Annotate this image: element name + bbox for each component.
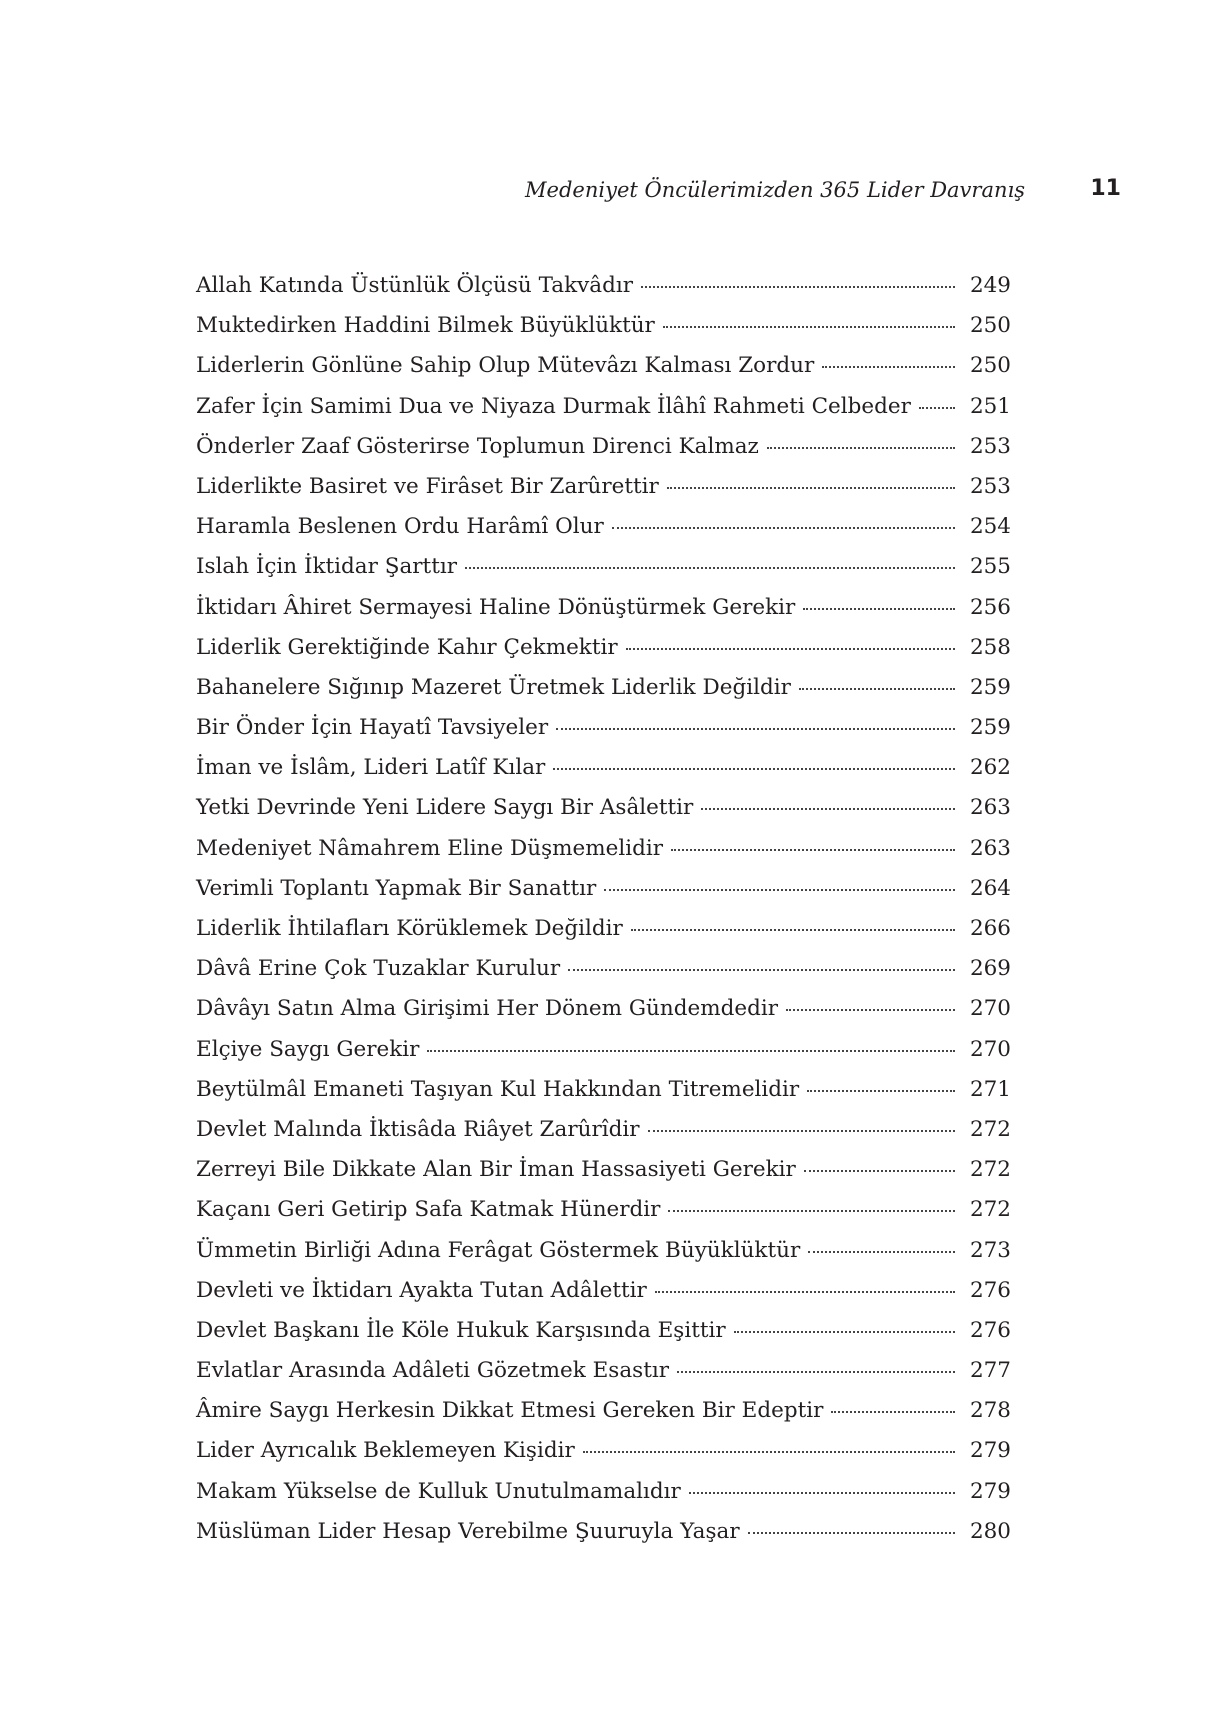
dot-leader — [556, 726, 955, 730]
toc-entry — [196, 1355, 1011, 1395]
toc-entry-title: Liderlerin Gönlüne Sahip Olup Mütevâzı Kalması Zordur — [196, 353, 815, 379]
toc-entry — [196, 471, 1011, 511]
dot-leader — [808, 1249, 955, 1253]
toc-entry — [196, 792, 1011, 832]
toc-entry-page: 279 — [969, 1478, 1011, 1504]
toc-entry-title: Zerreyi Bile Dikkate Alan Bir İman Hassasiyeti Gerekir — [196, 1157, 796, 1183]
toc-entry-title: Bahanelere Sığınıp Mazeret Üretmek Liderlik Değildir — [196, 674, 791, 700]
toc-entry-page: 272 — [969, 1197, 1011, 1223]
dot-leader — [604, 887, 955, 891]
toc-entry-page: 271 — [969, 1076, 1011, 1102]
dot-leader — [626, 646, 955, 650]
toc-entry — [196, 712, 1011, 752]
running-title: Medeniyet Öncülerimizden 365 Lider Davranış — [525, 178, 1025, 202]
toc-entry-title: Lider Ayrıcalık Beklemeyen Kişidir — [196, 1438, 575, 1464]
toc-entry — [196, 1154, 1011, 1194]
toc-entry — [196, 913, 1011, 953]
toc-entry-title: Bir Önder İçin Hayatî Tavsiyeler — [196, 715, 549, 741]
dot-leader — [427, 1048, 955, 1052]
toc-entry-title: Islah İçin İktidar Şarttır — [196, 554, 457, 580]
page-number: 11 — [1090, 176, 1121, 201]
dot-leader — [786, 1007, 955, 1011]
dot-leader — [822, 364, 955, 368]
toc-entry-page: 250 — [969, 353, 1011, 379]
toc-entry-title: Âmire Saygı Herkesin Dikkat Etmesi Gereken Bir Edeptir — [196, 1398, 824, 1424]
toc-entry — [196, 752, 1011, 792]
toc-entry-title: İman ve İslâm, Lideri Latîf Kılar — [196, 755, 546, 781]
toc-entry-page: 264 — [969, 875, 1011, 901]
dot-leader — [668, 1208, 955, 1212]
toc-entry — [196, 1114, 1011, 1154]
dot-leader — [677, 1369, 955, 1373]
toc-entry-title: Evlatlar Arasında Adâleti Gözetmek Esastır — [196, 1358, 669, 1384]
toc-entry — [196, 1435, 1011, 1475]
toc-entry — [196, 1476, 1011, 1516]
toc-entry — [196, 1315, 1011, 1355]
toc-entry-page: 266 — [969, 916, 1011, 941]
toc-entry-title: Önderler Zaaf Gösterirse Toplumun Direnci Kalmaz — [196, 433, 759, 459]
toc-entry — [196, 1034, 1011, 1074]
dot-leader — [583, 1449, 955, 1453]
toc-entry — [196, 1074, 1011, 1114]
toc-entry-title: Devlet Malında İktisâda Riâyet Zarûrîdir — [196, 1116, 640, 1142]
toc-entry — [196, 1194, 1011, 1234]
toc-entry-title: Medeniyet Nâmahrem Eline Düşmemelidir — [196, 835, 664, 861]
dot-leader — [663, 324, 955, 328]
toc-entry — [196, 833, 1011, 873]
toc-entry-page: 253 — [969, 473, 1011, 499]
toc-entry-title: Dâvâyı Satın Alma Girişimi Her Dönem Gündemdedir — [196, 996, 778, 1022]
toc-entry — [196, 1235, 1011, 1275]
toc-entry-title: Liderlik Gerektiğinde Kahır Çekmektir — [196, 634, 618, 660]
toc-entry-page: 256 — [969, 594, 1011, 620]
dot-leader — [465, 565, 955, 569]
toc-entry-title: Liderlik İhtilafları Körüklemek Değildir — [196, 916, 623, 941]
toc-entry-title: Devleti ve İktidarı Ayakta Tutan Adâlettir — [196, 1277, 647, 1303]
toc-entry-page: 254 — [969, 514, 1011, 540]
toc-entry-title: Elçiye Saygı Gerekir — [196, 1036, 420, 1062]
toc-entry-page: 277 — [969, 1358, 1011, 1384]
toc-entry-page: 262 — [969, 755, 1011, 781]
dot-leader — [568, 967, 955, 971]
dot-leader — [767, 445, 955, 449]
dot-leader — [667, 485, 955, 489]
toc-entry-page: 273 — [969, 1237, 1011, 1263]
toc-entry-title: Muktedirken Haddini Bilmek Büyüklüktür — [196, 313, 655, 339]
toc-entry-page: 270 — [969, 996, 1011, 1022]
dot-leader — [641, 284, 955, 288]
toc-entry-page: 255 — [969, 554, 1011, 580]
toc-entry-page: 253 — [969, 433, 1011, 459]
toc-entry — [196, 592, 1011, 632]
toc-entry-page: 280 — [969, 1518, 1011, 1544]
toc-entry-title: Ümmetin Birliği Adına Ferâgat Göstermek Büyüklüktür — [196, 1237, 801, 1263]
toc-entry-title: Devlet Başkanı İle Köle Hukuk Karşısında Eşittir — [196, 1317, 726, 1343]
toc-entry — [196, 431, 1011, 471]
dot-leader — [748, 1530, 955, 1534]
toc-entry-title: Kaçanı Geri Getirip Safa Katmak Hünerdir — [196, 1197, 661, 1223]
dot-leader — [671, 847, 955, 851]
toc-entry-page: 250 — [969, 313, 1011, 339]
dot-leader — [799, 686, 955, 690]
dot-leader — [631, 927, 955, 931]
dot-leader — [612, 525, 955, 529]
dot-leader — [804, 1168, 955, 1172]
toc-entry-page: 249 — [969, 273, 1011, 298]
toc-entry — [196, 511, 1011, 551]
toc-entry-title: Beytülmâl Emaneti Taşıyan Kul Hakkından Titremelidir — [196, 1076, 800, 1102]
toc-entry-title: İktidarı Âhiret Sermayesi Haline Dönüştürmek Gerekir — [196, 594, 796, 620]
page-header — [0, 172, 1221, 208]
toc-entry-title: Liderlikte Basiret ve Firâset Bir Zarûrettir — [196, 473, 659, 499]
toc-entry-page: 263 — [969, 835, 1011, 861]
dot-leader — [655, 1289, 955, 1293]
toc-entry-page: 279 — [969, 1438, 1011, 1464]
toc-entry-title: Verimli Toplantı Yapmak Bir Sanattır — [196, 875, 597, 901]
toc-entry-page: 278 — [969, 1398, 1011, 1424]
table-of-contents — [196, 270, 1011, 1556]
toc-entry-page: 272 — [969, 1157, 1011, 1183]
dot-leader — [919, 405, 955, 409]
toc-entry — [196, 632, 1011, 672]
toc-entry-title: Yetki Devrinde Yeni Lidere Saygı Bir Asâlettir — [196, 795, 694, 821]
toc-entry — [196, 1275, 1011, 1315]
toc-entry-title: Müslüman Lider Hesap Verebilme Şuuruyla Yaşar — [196, 1518, 740, 1544]
toc-entry-title: Allah Katında Üstünlük Ölçüsü Takvâdır — [196, 273, 634, 298]
toc-entry-page: 276 — [969, 1277, 1011, 1303]
dot-leader — [807, 1088, 955, 1092]
toc-entry — [196, 672, 1011, 712]
toc-entry-page: 258 — [969, 634, 1011, 660]
toc-entry-title: Zafer İçin Samimi Dua ve Niyaza Durmak İlâhî Rahmeti Celbeder — [196, 393, 911, 419]
toc-entry — [196, 270, 1011, 310]
dot-leader — [734, 1329, 955, 1333]
dot-leader — [689, 1490, 955, 1494]
toc-entry — [196, 310, 1011, 350]
toc-entry-page: 270 — [969, 1036, 1011, 1062]
toc-entry-page: 251 — [969, 393, 1011, 419]
toc-entry-page: 259 — [969, 715, 1011, 741]
dot-leader — [553, 766, 955, 770]
dot-leader — [803, 606, 955, 610]
dot-leader — [831, 1409, 955, 1413]
dot-leader — [701, 806, 955, 810]
dot-leader — [648, 1128, 955, 1132]
toc-entry — [196, 993, 1011, 1033]
toc-entry-page: 272 — [969, 1116, 1011, 1142]
toc-entry — [196, 551, 1011, 591]
toc-entry — [196, 391, 1011, 431]
toc-entry-page: 259 — [969, 674, 1011, 700]
toc-entry-page: 269 — [969, 956, 1011, 982]
toc-entry — [196, 1516, 1011, 1556]
toc-entry — [196, 350, 1011, 390]
toc-entry-title: Makam Yükselse de Kulluk Unutulmamalıdır — [196, 1478, 681, 1504]
toc-entry-page: 263 — [969, 795, 1011, 821]
toc-entry-title: Haramla Beslenen Ordu Harâmî Olur — [196, 514, 604, 540]
toc-entry-page: 276 — [969, 1317, 1011, 1343]
toc-entry-title: Dâvâ Erine Çok Tuzaklar Kurulur — [196, 956, 561, 982]
toc-entry — [196, 953, 1011, 993]
toc-entry — [196, 1395, 1011, 1435]
toc-entry — [196, 873, 1011, 913]
